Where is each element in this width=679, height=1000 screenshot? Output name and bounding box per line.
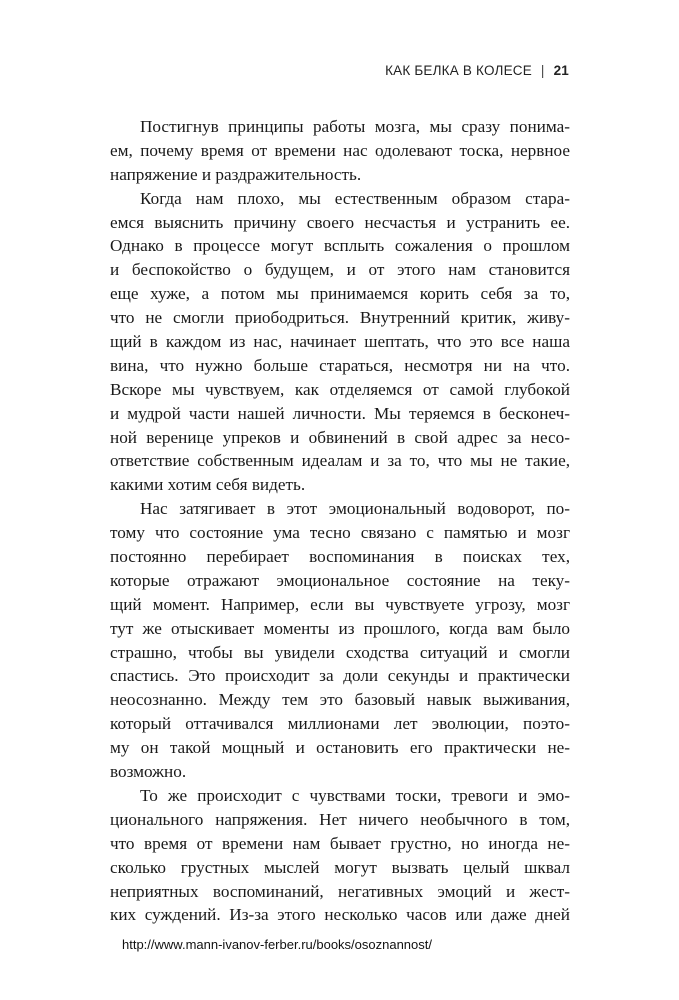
text-line: ответствие собственным идеалам и за то, что мы не такие, [110, 451, 570, 471]
header-separator: | [540, 63, 545, 78]
text-line: щий в каждом из нас, начинает шептать, что это все наша [110, 332, 570, 352]
text-line: ционального напряжения. Нет ничего необычного в том, [110, 809, 570, 829]
paragraph [110, 784, 570, 927]
text-line: спастись. Это происходит за доли секунды и практически [110, 666, 570, 686]
text-line: тут же отыскивает моменты из прошлого, когда вам было [110, 618, 570, 638]
text-line: которые отражают эмоциональное состояние на теку- [110, 570, 570, 590]
text-line: напряжение и раздражительность. [110, 164, 362, 184]
text-line: возможно. [110, 762, 187, 782]
running-head [385, 63, 569, 78]
chapter-title: КАК БЕЛКА В КОЛЕСЕ [385, 63, 532, 78]
text-line: ких суждений. Из-за этого несколько часов или даже дней [110, 905, 570, 925]
text-line: вина, что нужно больше стараться, несмотря ни на что. [110, 355, 570, 375]
text-line: и беспокойство о будущем, и от этого нам становится [110, 260, 570, 280]
text-line: тому что состояние ума тесно связано с памятью и мозг [110, 523, 570, 543]
text-line: который оттачивался миллионами лет эволюции, поэто- [110, 714, 570, 734]
text-line: му он такой мощный и остановить его практически не- [110, 738, 570, 758]
text-line: страшно, чтобы вы увидели сходства ситуаций и смогли [110, 642, 570, 662]
text-line: какими хотим себя видеть. [110, 475, 306, 495]
paragraph [110, 115, 570, 187]
text-line: емся выяснить причину своего несчастья и устранить ее. [110, 212, 570, 232]
text-line: сколько грустных мыслей могут вызвать целый шквал [110, 857, 570, 877]
text-line: и мудрой части нашей личности. Мы теряемся в бесконеч- [110, 403, 570, 423]
paragraph [110, 187, 570, 498]
body-text [110, 115, 570, 927]
footer-url: http://www.mann-ivanov-ferber.ru/books/osoznannost/ [122, 937, 432, 952]
text-line: ем, почему время от времени нас одолевают тоска, нервное [110, 140, 570, 160]
text-line: что время от времени нам бывает грустно, но иногда не- [110, 833, 570, 853]
text-line: неосознанно. Между тем это базовый навык выживания, [110, 690, 570, 710]
text-line: Когда нам плохо, мы естественным образом стара- [140, 188, 570, 208]
text-line: щий момент. Например, если вы чувствуете угрозу, мозг [110, 594, 570, 614]
text-line: Постигнув принципы работы мозга, мы сразу понима- [140, 117, 570, 136]
text-line: Нас затягивает в этот эмоциональный водоворот, по- [140, 499, 570, 519]
paragraph [110, 497, 570, 784]
text-line: Вскоре мы чувствуем, как отделяемся от самой глубокой [110, 379, 570, 399]
text-line: что не смогли приободриться. Внутренний критик, живу- [110, 308, 570, 328]
page-number: 21 [553, 63, 569, 78]
text-line: То же происходит с чувствами тоски, тревоги и эмо- [140, 785, 570, 805]
text-line: неприятных воспоминаний, негативных эмоций и жест- [110, 881, 570, 901]
text-line: Однако в процессе могут всплыть сожаления о прошлом [110, 236, 570, 256]
text-line: ной веренице упреков и обвинений в свой адрес за несо- [110, 427, 570, 447]
text-line: постоянно перебирает воспоминания в поисках тех, [110, 547, 570, 567]
text-line: еще хуже, а потом мы принимаемся корить себя за то, [110, 284, 570, 304]
